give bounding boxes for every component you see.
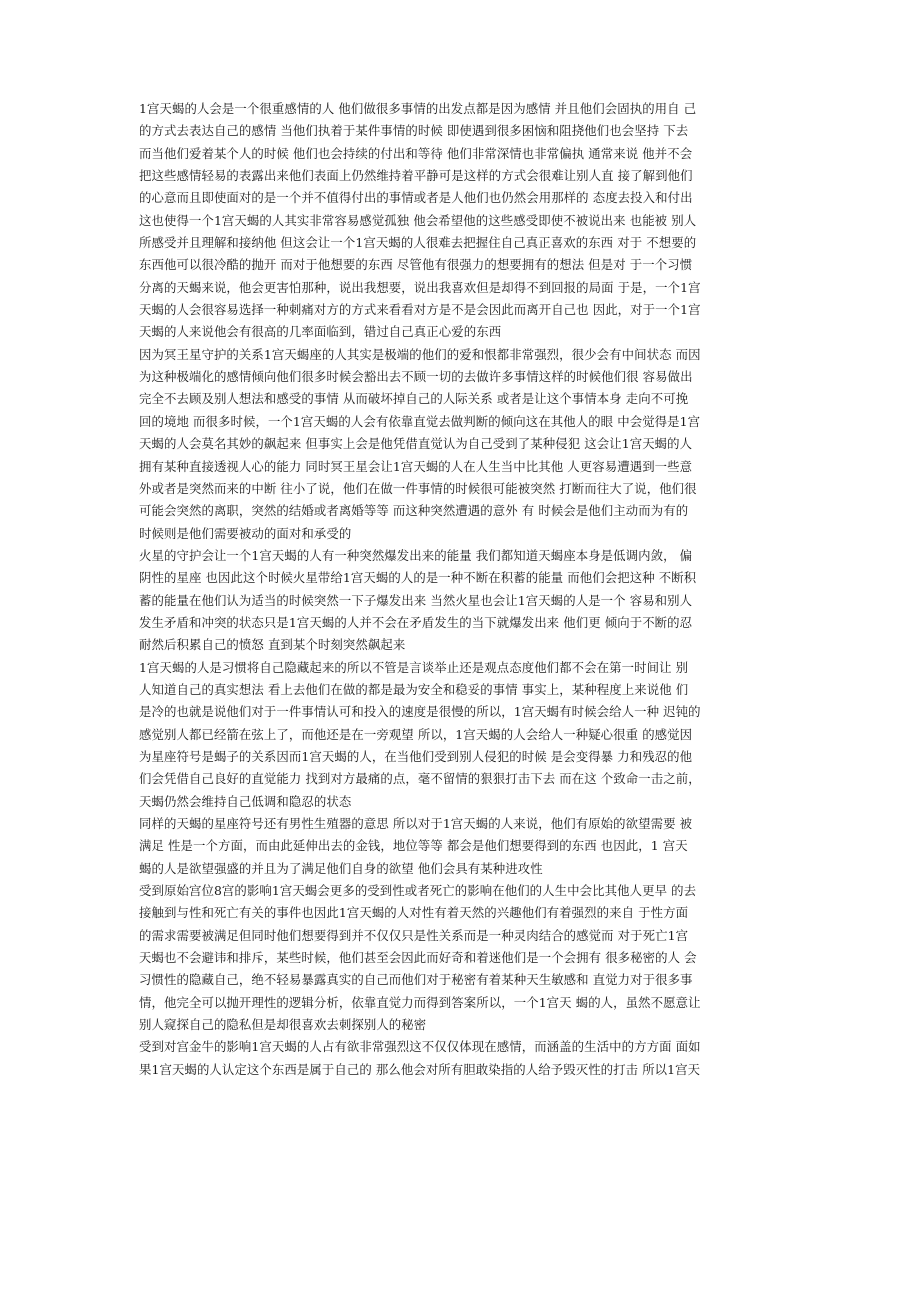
text-line: 受到原始宫位8宫的影响1宫天蝎会更多的受到性或者死亡的影响在他们的人生中会比其他人更早 的去 [139,883,697,899]
document-body [139,98,785,1081]
text-line: 习惯性的隐藏自己，绝不轻易暴露真实的自己而他们对于秘密有着某种天生敏感和 直觉力对于很多事 [139,972,693,988]
text-line: 东西他可以很冷酷的抛开 而对于他想要的东西 尽管他有很强力的想要拥有的想法 但是对 于一个习惯 [139,257,693,273]
text-line: 分离的天蝎来说，他会更害怕那种，说出我想要，说出我喜欢但是却得不到回报的局面 于是，一个1宫 [139,279,701,295]
text-line: 回的境地 而很多时候，一个1宫天蝎的人会有依靠直觉去做判断的倾向这在其他人的眼 中会觉得是1宫 [139,413,701,429]
text-line: 别人窥探自己的隐私但是却很喜欢去刺探别人的秘密 [139,1017,427,1033]
text-line: 为这种极端化的感情倾向他们很多时候会豁出去不顾一切的去做许多事情这样的时候他们很 容易做出 [139,369,693,385]
text-line: 时候则是他们需要被动的面对和承受的 [139,525,352,541]
text-line: 火星的守护会让一个1宫天蝎的人有一种突然爆发出来的能量 我们都知道天蝎座本身是低调内敛， 偏 [139,547,693,563]
text-line: 完全不去顾及别人想法和感受的事情 从而破坏掉自己的人际关系 或者是让这个事情本身 走向不可挽 [139,391,689,407]
text-line: 因为冥王星守护的关系1宫天蝎座的人其实是极端的他们的爱和恨都非常强烈，很少会有中间状态 而因 [139,346,701,362]
text-line: 情，他完全可以抛开理性的逻辑分析，依靠直觉力而得到答案所以，一个1宫天 蝎的人，虽然不愿意让 [139,994,701,1010]
text-line: 是冷的也就是说他们对于一件事情认可和投入的速度是很慢的所以，1宫天蝎有时候会给人一种 迟钝的 [139,704,701,720]
text-line: 天蝎的人会很容易选择一种刺痛对方的方式来看看对方是不是会因此而离开自己也 因此，对于一个1宫 [139,302,701,318]
text-line: 蓄的能量在他们认为适当的时候突然一下子爆发出来 当然火星也会让1宫天蝎的人是一个 容易和别人 [139,592,693,608]
text-line: 把这些感情轻易的表露出来他们表面上仍然维持着平静可是这样的方式会很难让别人直 接了解到他们 [139,168,693,184]
text-line: 为星座符号是蝎子的关系因而1宫天蝎的人，在当他们受到别人侵犯的时候 是会变得暴 力和残忍的他 [139,748,693,764]
text-line: 1宫天蝎的人是习惯将自己隐藏起来的所以不管是言谈举止还是观点态度他们都不会在第一时间让 别 [139,659,689,675]
text-line: 们会凭借自己良好的直觉能力 找到对方最痛的点，毫不留情的狠狠打击下去 而在这 个致命一击之前， [139,771,701,787]
text-line: 感觉别人都已经箭在弦上了，而他还是在一旁观望 所以，1宫天蝎的人会给人一种疑心很重 的感觉因 [139,726,693,742]
text-line: 阴性的星座 也因此这个时候火星带给1宫天蝎的人的是一种不断在积蓄的能量 而他们会把这种 不断积 [139,570,697,586]
text-line: 这也使得一个1宫天蝎的人其实非常容易感觉孤独 他会希望他的这些感受即使不被说出来 也能被 别人 [139,212,697,228]
text-line: 同样的天蝎的星座符号还有男性生殖器的意思 所以对于1宫天蝎的人来说，他们有原始的欲望需要 被 [139,816,693,831]
text-line: 所感受并且理解和接纳他 但这会让一个1宫天蝎的人很难去把握住自己真正喜欢的东西 对于 不想要的 [139,235,697,251]
text-line: 果1宫天蝎的人认定这个东西是属于自己的 那么他会对所有胆敢染指的人给予毁灭性的打击 所以1宫天 [139,1061,701,1077]
text-line: 天蝎也不会避讳和排斥，某些时候，他们甚至会因此而好奇和着迷他们是一个会拥有 很多秘密的人 会 [139,950,697,966]
text-line: 人知道自己的真实想法 看上去他们在做的都是最为安全和稳妥的事情 事实上，某种程度上来说他 们 [139,681,689,697]
text-line: 的方式去表达自己的感情 当他们执着于某件事情的时候 即使遇到很多困恼和阻挠他们也会坚持 下去 [139,123,689,139]
text-line: 而当他们爱着某个人的时候 他们也会持续的付出和等待 他们非常深情也非常偏执 通常来说 他并不会 [139,145,693,161]
text-line: 拥有某种直接透视人心的能力 同时冥王星会让1宫天蝎的人在人生当中比其他 人更容易遭遇到一些意 [139,458,693,474]
text-line: 的需求需要被满足但同时他们想要得到并不仅仅只是性关系而是一种灵肉结合的感觉而 对于死亡1宫 [139,927,689,943]
text-line: 蝎的人是欲望强盛的并且为了满足他们自身的欲望 他们会具有某种进攻性 [139,860,543,876]
text-line: 受到对宫金牛的影响1宫天蝎的人占有欲非常强烈这不仅仅体现在感情，而涵盖的生活中的方方面 面如 [139,1039,701,1055]
text-line: 的心意而且即使面对的是一个并不值得付出的事情或者是人他们也仍然会用那样的 态度去投入和付出 [139,190,693,206]
text-line: 满足 性是一个方面，而由此延伸出去的金钱，地位等等 都会是他们想要得到的东西 也因此，1 宫天 [139,838,688,854]
text-line: 天蝎的人来说他会有很高的几率面临到，错过自己真正心爱的东西 [139,324,502,340]
text-line: 接触到与性和死亡有关的事件也因此1宫天蝎的人对性有着天然的兴趣他们有着强烈的来自 于性方面 [139,905,689,921]
text-line: 天蝎的人会莫名其妙的飙起来 但事实上会是他凭借直觉认为自己受到了某种侵犯 这会让1宫天蝎的人 [139,436,693,452]
text-line: 天蝎仍然会维持自己低调和隐忍的状态 [139,793,352,809]
text-line: 发生矛盾和冲突的状态只是1宫天蝎的人并不会在矛盾发生的当下就爆发出来 他们更 倾向于不断的忍 [139,614,693,630]
text-line: 耐然后积累自己的愤怒 直到某个时刻突然飙起来 [139,637,406,653]
text-line: 可能会突然的离职，突然的结婚或者离婚等等 而这种突然遭遇的意外 有 时候会是他们主动而为有的 [139,503,689,519]
text-line: 1宫天蝎的人会是一个很重感情的人 他们做很多事情的出发点都是因为感情 并且他们会固执的用自 己 [139,101,697,116]
text-line: 外或者是突然而来的中断 往小了说，他们在做一件事情的时候很可能被突然 打断而往大了说，他们很 [139,480,697,496]
